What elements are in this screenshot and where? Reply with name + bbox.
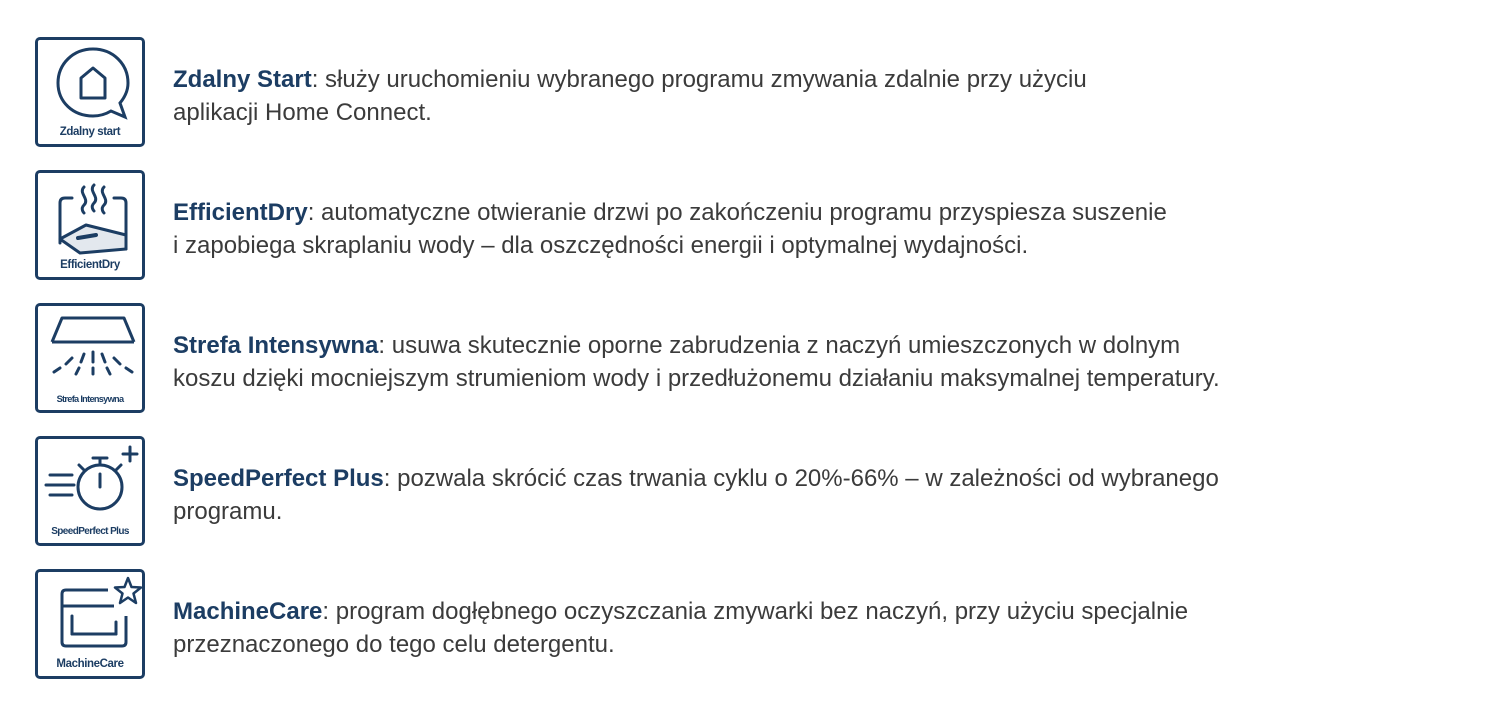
feature-separator: : (322, 598, 336, 625)
feature-name: SpeedPerfect Plus (173, 465, 384, 492)
feature-icon-box (35, 569, 145, 679)
feature-machinecare (35, 569, 1475, 685)
feature-text: program dogłębnego oczyszczania zmywarki bez naczyń, przy użyciu specjalnie (335, 598, 1189, 625)
feature-icon-label: Strefa Intensywna (56, 394, 124, 404)
feature-separator: : (307, 199, 322, 226)
feature-text: służy uruchomieniu wybranego programu zmywania zdalnie przy użyciu (325, 66, 1087, 93)
feature-text-line2: i zapobiega skraplaniu wody – dla oszczędności energii i optymalnej wydajności. (173, 232, 1029, 259)
feature-name: Strefa Intensywna (173, 332, 379, 359)
feature-name: Zdalny Start (173, 66, 312, 93)
feature-description (173, 63, 1453, 129)
feature-description (173, 329, 1453, 395)
feature-separator: : (311, 66, 326, 93)
feature-text: automatyczne otwieranie drzwi po zakończeniu programu przyspiesza suszenie (321, 199, 1167, 226)
feature-icon-box (35, 170, 145, 280)
feature-text: pozwala skrócić czas trwania cyklu o 20%-66% – w zależności od wybranego (397, 465, 1219, 492)
feature-icon-label: Zdalny start (59, 126, 121, 138)
feature-text: usuwa skutecznie oporne zabrudzenia z naczyń umieszczonych w dolnym (391, 332, 1181, 359)
feature-text-line2: programu. (173, 498, 283, 525)
feature-icon-label: EfficientDry (60, 259, 120, 271)
feature-separator: : (383, 465, 398, 492)
feature-strefa-intensywna (35, 303, 1475, 419)
feature-icon-box (35, 436, 145, 546)
feature-name: EfficientDry (173, 199, 308, 226)
feature-text-line2: koszu dzięki mocniejszym strumieniom wody i przedłużonemu działaniu maksymalnej temperatury. (173, 365, 1220, 392)
feature-icon-box (35, 37, 145, 147)
feature-speedperfect-plus (35, 436, 1475, 552)
feature-separator: : (378, 332, 392, 359)
feature-text-line2: aplikacji Home Connect. (173, 99, 432, 126)
feature-efficientdry (35, 170, 1475, 286)
feature-name: MachineCare (173, 598, 323, 625)
feature-zdalny-start (35, 37, 1475, 153)
feature-text-line2: przeznaczonego do tego celu detergentu. (173, 631, 615, 658)
feature-icon-box (35, 303, 145, 413)
feature-description (173, 595, 1453, 661)
feature-description (173, 462, 1453, 528)
feature-icon-label: MachineCare (56, 658, 124, 670)
feature-icon-label: SpeedPerfect Plus (51, 526, 129, 537)
feature-description (173, 196, 1453, 262)
